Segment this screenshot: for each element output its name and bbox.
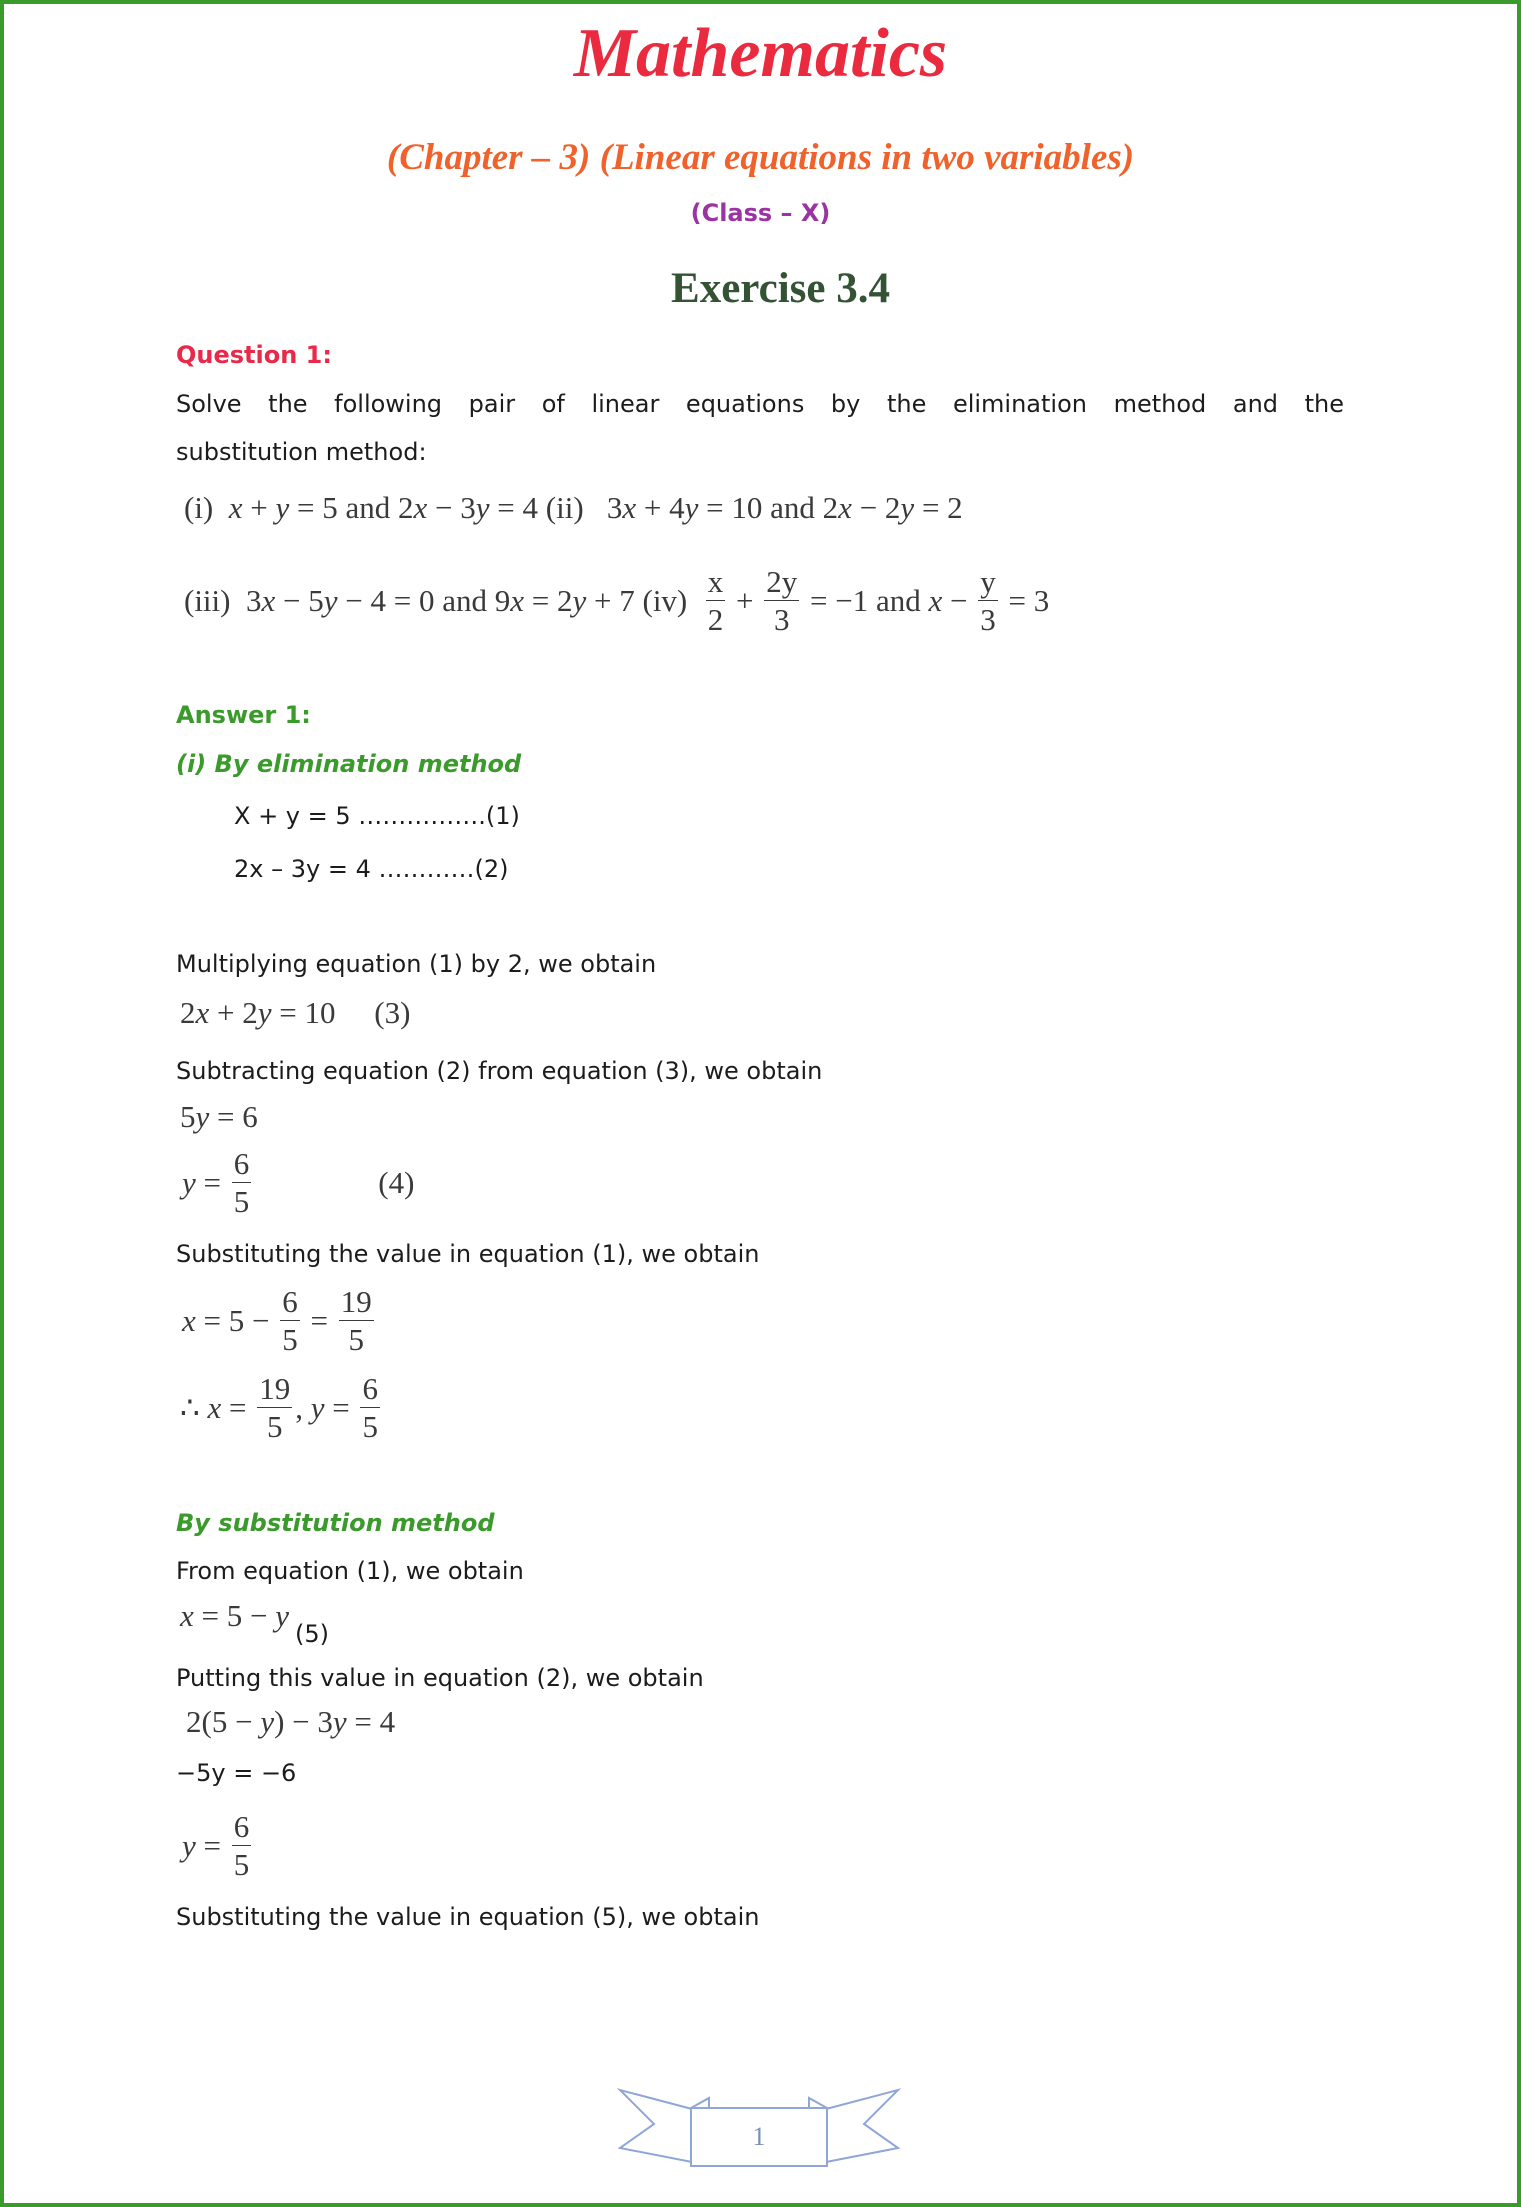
math-variable: y bbox=[684, 490, 699, 525]
math-fraction bbox=[339, 1286, 374, 1355]
math-text: = 4 bbox=[346, 1704, 396, 1739]
math-variable: x bbox=[180, 1598, 194, 1633]
fraction-numerator: 6 bbox=[233, 1809, 250, 1844]
math-variable: y bbox=[323, 582, 338, 618]
math-text: = 10 (3) bbox=[271, 995, 411, 1030]
math-text: = bbox=[195, 1164, 229, 1200]
step-from-eq1: From equation (1), we obtain bbox=[176, 1557, 524, 1585]
math-text: + 4 bbox=[636, 490, 685, 525]
math-text: = 5 − bbox=[193, 1598, 276, 1633]
math-fraction bbox=[232, 1148, 252, 1217]
fraction-numerator: 6 bbox=[362, 1371, 378, 1406]
elimination-heading: (i) By elimination method bbox=[176, 750, 522, 778]
math-text: = 5 − bbox=[195, 1302, 278, 1338]
step-substitute-5: Substituting the value in equation (5), we obtain bbox=[176, 1903, 760, 1931]
math-text: = 5 and 2 bbox=[289, 490, 414, 525]
math-text: − 2 bbox=[851, 490, 901, 525]
equation-5-tag: (5) bbox=[295, 1620, 329, 1648]
math-variable: y bbox=[275, 490, 290, 525]
math-variable: y bbox=[332, 1704, 347, 1739]
math-text: + bbox=[728, 582, 762, 618]
equation-2: 2x – 3y = 4 …………(2) bbox=[234, 855, 509, 883]
fraction-denominator: 5 bbox=[348, 1322, 364, 1357]
math-text: − 4 = 0 and 9 bbox=[337, 582, 511, 618]
fraction-denominator: 5 bbox=[282, 1322, 298, 1357]
math-text: (4) bbox=[254, 1164, 415, 1200]
math-text: 2(5 − bbox=[186, 1704, 261, 1739]
math-variable: x bbox=[928, 582, 943, 618]
fraction-denominator: 2 bbox=[707, 602, 724, 637]
equation-result bbox=[180, 1373, 383, 1442]
math-text: = bbox=[195, 1827, 229, 1863]
math-variable: x bbox=[261, 582, 276, 618]
step-putting: Putting this value in equation (2), we obtain bbox=[176, 1664, 704, 1692]
page-number-ribbon bbox=[616, 2088, 902, 2170]
page-number: 1 bbox=[752, 2122, 766, 2151]
math-text: = bbox=[302, 1302, 336, 1338]
math-fraction bbox=[764, 566, 799, 635]
math-variable: y bbox=[182, 1827, 196, 1863]
fraction-denominator: 5 bbox=[233, 1847, 250, 1882]
equation-neg5y: −5y = −6 bbox=[176, 1759, 297, 1787]
equation-5y bbox=[180, 1099, 258, 1135]
math-text: = bbox=[324, 1389, 358, 1425]
fraction-numerator: 2y bbox=[766, 564, 798, 599]
equation-y-value bbox=[182, 1811, 254, 1880]
math-variable: x bbox=[207, 1389, 222, 1425]
step-subtract: Subtracting equation (2) from equation (3), we obtain bbox=[176, 1057, 823, 1085]
equation-4 bbox=[182, 1148, 414, 1217]
fraction-denominator: 5 bbox=[362, 1409, 378, 1444]
math-text: = 10 and 2 bbox=[698, 490, 839, 525]
math-variable: y bbox=[275, 1598, 289, 1633]
math-text: = 2 bbox=[524, 582, 573, 618]
math-text: 5 bbox=[180, 1099, 196, 1134]
math-variable: y bbox=[182, 1164, 196, 1200]
equation-1: X + y = 5 …………….(1) bbox=[234, 802, 520, 830]
step-multiply: Multiplying equation (1) by 2, we obtain bbox=[176, 950, 657, 978]
fraction-numerator: 6 bbox=[233, 1146, 250, 1181]
math-fraction bbox=[978, 566, 998, 635]
fraction-numerator: 19 bbox=[259, 1371, 291, 1406]
math-variable: x bbox=[510, 582, 525, 618]
chapter-heading: (Chapter – 3) (Linear equations in two variables) bbox=[386, 137, 1135, 178]
answer-label: Answer 1: bbox=[176, 701, 311, 729]
math-text: + bbox=[242, 490, 276, 525]
equation-5-row bbox=[180, 1598, 329, 1648]
fraction-denominator: 3 bbox=[774, 602, 790, 637]
fraction-numerator: 6 bbox=[282, 1284, 298, 1319]
math-fraction bbox=[280, 1286, 300, 1355]
fraction-numerator: x bbox=[707, 564, 724, 599]
math-text: 2 bbox=[180, 995, 196, 1030]
math-variable: y bbox=[257, 995, 272, 1030]
question-text: Solve the following pair of linear equations by the elimination method and the bbox=[176, 390, 1344, 418]
math-text: + 2 bbox=[209, 995, 258, 1030]
math-variable: x bbox=[182, 1302, 196, 1338]
equation-3 bbox=[180, 995, 410, 1031]
math-variable: y bbox=[310, 1389, 325, 1425]
fraction-denominator: 5 bbox=[233, 1184, 250, 1219]
fraction-numerator: y bbox=[980, 564, 996, 599]
math-variable: y bbox=[900, 490, 915, 525]
math-text: = 3 bbox=[1000, 582, 1050, 618]
math-variable: y bbox=[260, 1704, 275, 1739]
math-fraction bbox=[706, 566, 726, 635]
math-text: ) − 3 bbox=[274, 1704, 333, 1739]
equation-put bbox=[186, 1704, 395, 1740]
math-text: = 2 bbox=[914, 490, 963, 525]
exercise-heading: Exercise 3.4 bbox=[671, 265, 890, 312]
math-text: (i) bbox=[184, 490, 229, 525]
math-text: − bbox=[942, 582, 976, 618]
math-variable: x bbox=[622, 490, 637, 525]
math-variable: x bbox=[228, 490, 243, 525]
math-fraction bbox=[232, 1811, 252, 1880]
equation-5 bbox=[180, 1598, 289, 1634]
question-equations-row2 bbox=[184, 566, 1049, 635]
substitution-heading: By substitution method bbox=[176, 1509, 495, 1537]
question-equations-row1 bbox=[184, 490, 963, 526]
question-text-cont: substitution method: bbox=[176, 438, 427, 466]
math-text: , bbox=[295, 1389, 311, 1425]
step-substitute: Substituting the value in equation (1), we obtain bbox=[176, 1240, 760, 1268]
math-variable: x bbox=[413, 490, 428, 525]
math-text: + 7 (iv) bbox=[586, 582, 703, 618]
page-title: Mathematics bbox=[573, 15, 948, 92]
fraction-denominator: 5 bbox=[266, 1409, 283, 1444]
math-fraction bbox=[360, 1373, 380, 1442]
math-text: = 4 (ii) 3 bbox=[489, 490, 623, 525]
fraction-numerator: 19 bbox=[340, 1284, 372, 1319]
math-text: − 3 bbox=[427, 490, 476, 525]
math-text: (iii) 3 bbox=[184, 582, 262, 618]
fraction-denominator: 3 bbox=[980, 602, 996, 637]
equation-x-value bbox=[182, 1286, 377, 1355]
math-variable: y bbox=[572, 582, 587, 618]
math-variable: x bbox=[195, 995, 210, 1030]
math-text: = bbox=[221, 1389, 255, 1425]
math-text: = 6 bbox=[209, 1099, 258, 1134]
class-label: (Class – X) bbox=[690, 199, 831, 227]
math-variable: y bbox=[195, 1099, 210, 1134]
math-variable: x bbox=[838, 490, 852, 525]
question-label: Question 1: bbox=[176, 341, 332, 369]
math-text: ∴ bbox=[180, 1389, 208, 1425]
math-text: − 5 bbox=[275, 582, 324, 618]
math-variable: y bbox=[475, 490, 490, 525]
math-fraction bbox=[257, 1373, 292, 1442]
math-text: = −1 and bbox=[802, 582, 929, 618]
